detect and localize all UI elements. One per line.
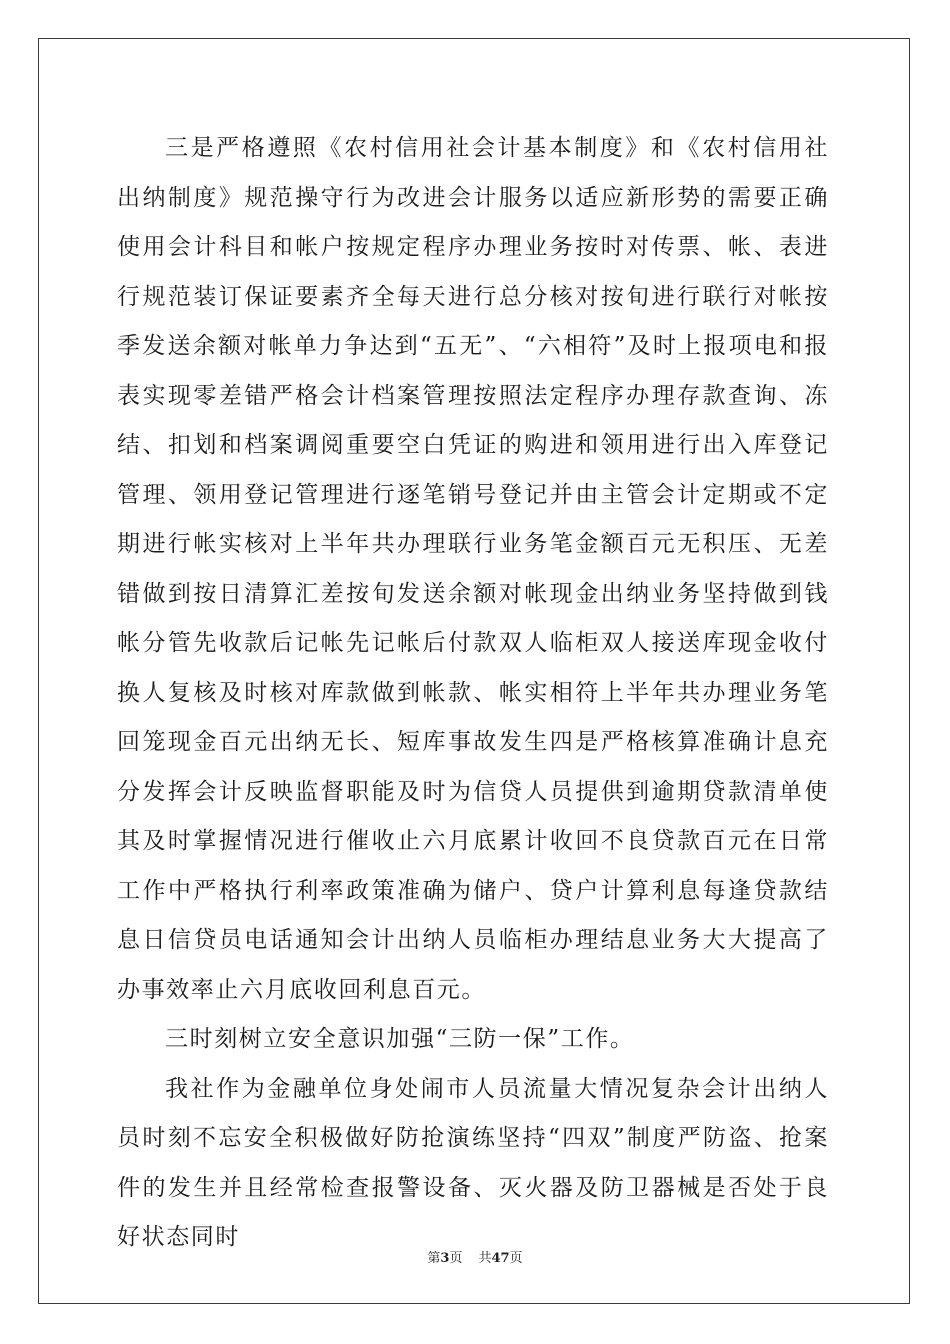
page-suffix: 页: [449, 1251, 463, 1266]
total-prefix: 共: [478, 1251, 492, 1266]
paragraph-accounting-standards: 三是严格遵照《农村信用社会计基本制度》和《农村信用社出纳制度》规范操守行为改进会计服务以适应新形势的需要正确使用会计科目和帐户按规定程序办理业务按时对传票、帐、表进行规范装订保证要素齐全每天进行总分核对按旬进行联行对帐按季发送余额对帐单力争达到“五无”、“六相符”及时上报项电和报表实现零差错严格会计档案管理按照法定程序办理存款查询、冻结、扣划和档案调阅重要空白凭证的购进和领用进行出入库登记管理、领用登记管理进行逐笔销号登记并由主管会计定期或不定期进行帐实核对上半年共办理联行业务笔金额百元无积压、无差错做到按日清算汇差按旬发送余额对帐现金出纳业务坚持做到钱帐分管先收款后记帐先记帐后付款双人临柜双人接送库现金收付换人复核及时核对库款做到帐款、帐实相符上半年共办理业务笔回笼现金百元出纳无长、短库事故发生四是严格核算准确计息充分发挥会计反映监督职能及时为信贷人员提供到逾期贷款清单使其及时掌握情况进行催收止六月底累计收回不良贷款百元在日常工作中严格执行利率政策准确为储户、贷户计算利息每逢贷款结息日信贷员电话通知会计出纳人员临柜办理结息业务大大提高了办事效率止六月底收回利息百元。: [117, 135, 829, 1003]
paragraph-safety-heading: 三时刻树立安全意识加强“三防一保”工作。: [165, 1026, 635, 1052]
page-prefix: 第: [427, 1251, 441, 1266]
total-pages: 47: [491, 1251, 510, 1266]
total-suffix: 页: [509, 1251, 523, 1266]
paragraph-safety-measures: 我社作为金融单位身处闹市人员流量大情况复杂会计出纳人员时刻不忘安全积极做好防抢演练坚持“四双”制度严防盗、抢案件的发生并且经常检查报警设备、灭火器及防卫器械是否处于良好状态同时: [117, 1075, 829, 1250]
document-body: [117, 124, 829, 1263]
page-footer: [0, 1247, 950, 1266]
page-number: 3: [440, 1251, 450, 1266]
